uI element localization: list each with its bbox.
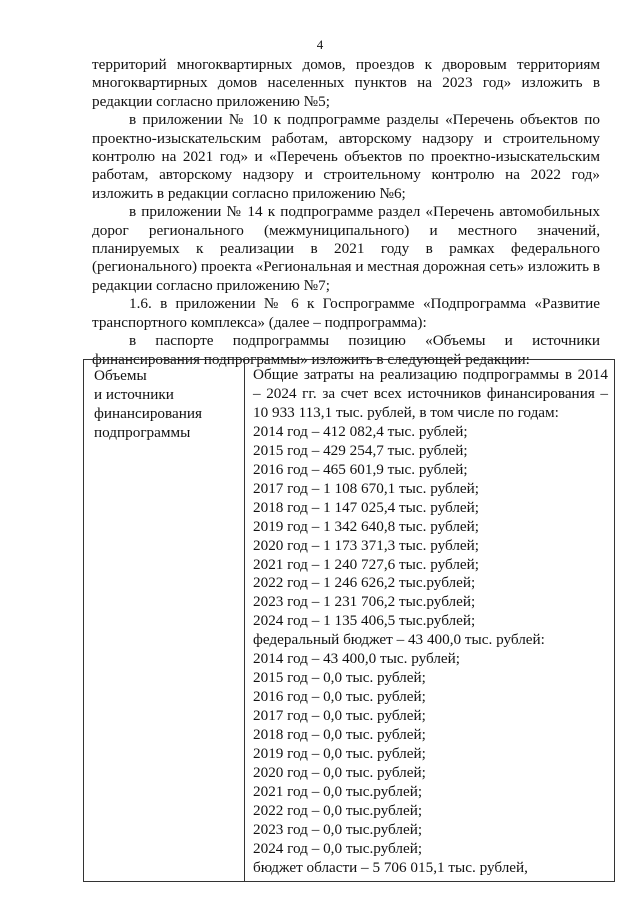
financing-line: 2024 год – 1 135 406,5 тыс.рублей; bbox=[253, 612, 476, 630]
financing-line: бюджет области – 5 706 015,1 тыс. рублей, bbox=[253, 858, 528, 876]
financing-line: 2021 год – 0,0 тыс.рублей; bbox=[253, 782, 423, 800]
financing-line: 2021 год – 1 240 727,6 тыс. рублей; bbox=[253, 555, 480, 573]
financing-table bbox=[83, 359, 615, 882]
financing-line: 2024 год – 0,0 тыс.рублей; bbox=[253, 839, 423, 857]
financing-line: 2016 год – 0,0 тыс. рублей; bbox=[253, 688, 426, 706]
financing-line: 2020 год – 0,0 тыс. рублей; bbox=[253, 764, 426, 782]
financing-line: 2022 год – 1 246 626,2 тыс.рублей; bbox=[253, 574, 476, 592]
position-name-line: Объемы bbox=[94, 367, 147, 384]
paragraph: в приложении № 10 к подпрограмме разделы «Перечень объектов по проектно-изыскательским работам, авторскому надзору и строительному контролю на 2021 год» и «Перечень объектов по проектно-изыскательским работам, авторскому надзору и строительному контролю на 2022 год» изложить в редакции согласно приложению №6; bbox=[92, 111, 600, 202]
financing-line: 2022 год – 0,0 тыс.рублей; bbox=[253, 801, 423, 819]
financing-line: 2017 год – 0,0 тыс. рублей; bbox=[253, 707, 426, 725]
position-name-cell bbox=[84, 360, 245, 882]
financing-line: 2015 год – 0,0 тыс. рублей; bbox=[253, 669, 426, 687]
financing-line: 2018 год – 0,0 тыс. рублей; bbox=[253, 726, 426, 744]
financing-line: 2016 год – 465 601,9 тыс. рублей; bbox=[253, 460, 468, 478]
page-number: 4 bbox=[316, 37, 324, 52]
paragraph: в паспорте подпрограммы позицию «Объемы и источники финансирования подпрограммы» изложить в следующей редакции: bbox=[92, 332, 600, 368]
financing-line: 2023 год – 1 231 706,2 тыс.рублей; bbox=[253, 593, 476, 611]
financing-line: 2015 год – 429 254,7 тыс. рублей; bbox=[253, 441, 468, 459]
financing-line: федеральный бюджет – 43 400,0 тыс. рублей: bbox=[253, 631, 545, 649]
position-name-line: и источники bbox=[94, 386, 174, 403]
paragraph: в приложении № 14 к подпрограмме раздел «Перечень автомобильных дорог регионального (межмуниципального) и местного значений, планируемых к реализации в 2021 году в рамках федерального (регионального) проекта «Региональная и местная дорожная сеть» изложить в редакции согласно приложению №7; bbox=[92, 203, 600, 294]
financing-line: 2023 год – 0,0 тыс.рублей; bbox=[253, 820, 423, 838]
financing-line: 2014 год – 412 082,4 тыс. рублей; bbox=[253, 422, 468, 440]
financing-line: 2019 год – 1 342 640,8 тыс. рублей; bbox=[253, 517, 480, 535]
total-costs-text: Общие затраты на реализацию подпрограммы в 2014 – 2024 гг. за счет всех источников финансирования – 10 933 113,1 тыс. рублей, в том числе по годам: bbox=[253, 366, 608, 421]
paragraph: территорий многоквартирных домов, проездов к дворовым территориям многоквартирных домов населенных пунктов на 2023 год» изложить в редакции согласно приложению №5; bbox=[92, 56, 600, 110]
position-name-line: подпрограммы bbox=[94, 424, 191, 441]
body-text bbox=[92, 56, 600, 369]
table-row bbox=[84, 360, 615, 882]
financing-line: 2018 год – 1 147 025,4 тыс. рублей; bbox=[253, 498, 480, 516]
financing-details-cell bbox=[245, 360, 615, 882]
position-name-line: финансирования bbox=[94, 405, 202, 422]
financing-line: 2017 год – 1 108 670,1 тыс. рублей; bbox=[253, 479, 480, 497]
financing-line: 2014 год – 43 400,0 тыс. рублей; bbox=[253, 650, 461, 668]
paragraph: 1.6. в приложении № 6 к Госпрограмме «Подпрограмма «Развитие транспортного комплекса» (далее – подпрограмма): bbox=[92, 295, 600, 331]
financing-line: 2020 год – 1 173 371,3 тыс. рублей; bbox=[253, 536, 480, 554]
financing-line: 2019 год – 0,0 тыс. рублей; bbox=[253, 745, 426, 763]
